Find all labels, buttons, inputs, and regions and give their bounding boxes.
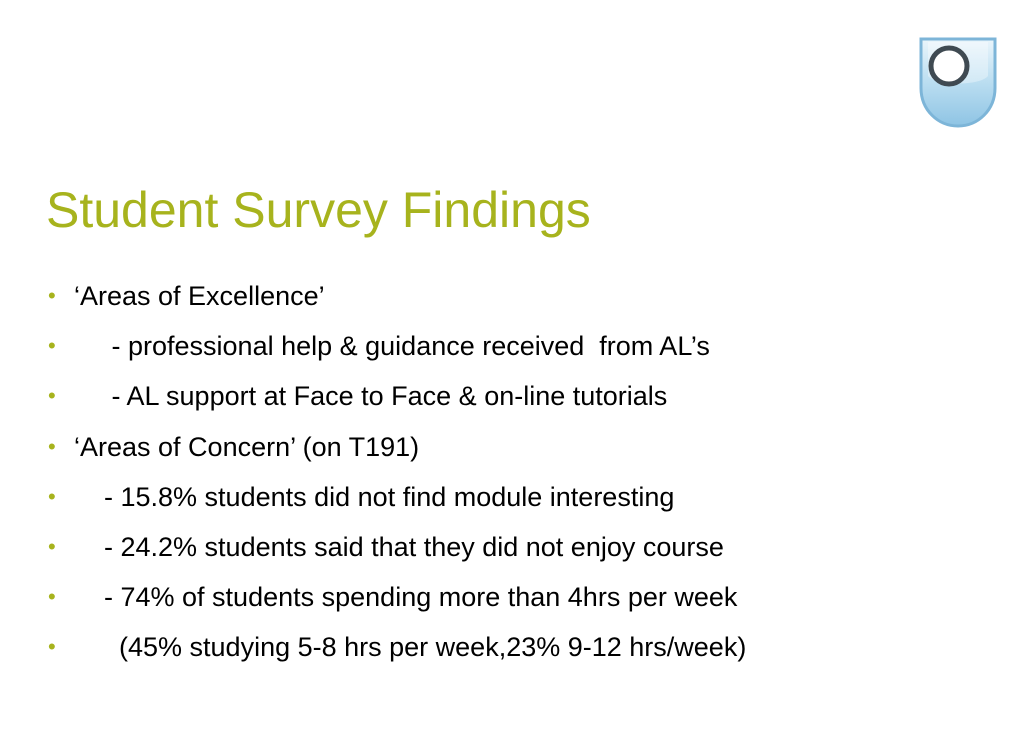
bullet-list bbox=[48, 276, 746, 678]
bullet-text: (45% studying 5-8 hrs per week,23% 9-12 hrs/week) bbox=[74, 632, 747, 663]
open-university-logo-icon bbox=[918, 36, 998, 130]
bullet-item bbox=[48, 276, 746, 326]
bullet-dot-icon: • bbox=[48, 483, 56, 509]
bullet-item bbox=[48, 326, 746, 376]
bullet-dot-icon: • bbox=[48, 634, 56, 660]
bullet-dot-icon: • bbox=[48, 383, 56, 409]
bullet-text: ‘Areas of Concern’ (on T191) bbox=[74, 431, 420, 462]
bullet-item bbox=[48, 427, 746, 477]
slide-title: Student Survey Findings bbox=[46, 182, 591, 238]
bullet-text: - 24.2% students said that they did not enjoy course bbox=[74, 531, 724, 562]
bullet-text: ‘Areas of Excellence’ bbox=[74, 281, 325, 311]
bullet-text: - 74% of students spending more than 4hrs per week bbox=[74, 582, 738, 613]
bullet-item bbox=[48, 627, 746, 677]
bullet-item bbox=[48, 527, 746, 577]
bullet-item bbox=[48, 477, 746, 527]
bullet-dot-icon: • bbox=[48, 433, 56, 459]
bullet-dot-icon: • bbox=[48, 533, 56, 559]
bullet-text: - professional help & guidance received from AL’s bbox=[74, 331, 710, 362]
bullet-text: - 15.8% students did not find module interesting bbox=[74, 481, 675, 512]
bullet-item bbox=[48, 577, 746, 627]
bullet-dot-icon: • bbox=[48, 333, 56, 359]
bullet-dot-icon: • bbox=[48, 283, 56, 308]
bullet-text: - AL support at Face to Face & on-line tutorials bbox=[74, 381, 668, 412]
bullet-dot-icon: • bbox=[48, 584, 56, 610]
bullet-item bbox=[48, 376, 746, 426]
